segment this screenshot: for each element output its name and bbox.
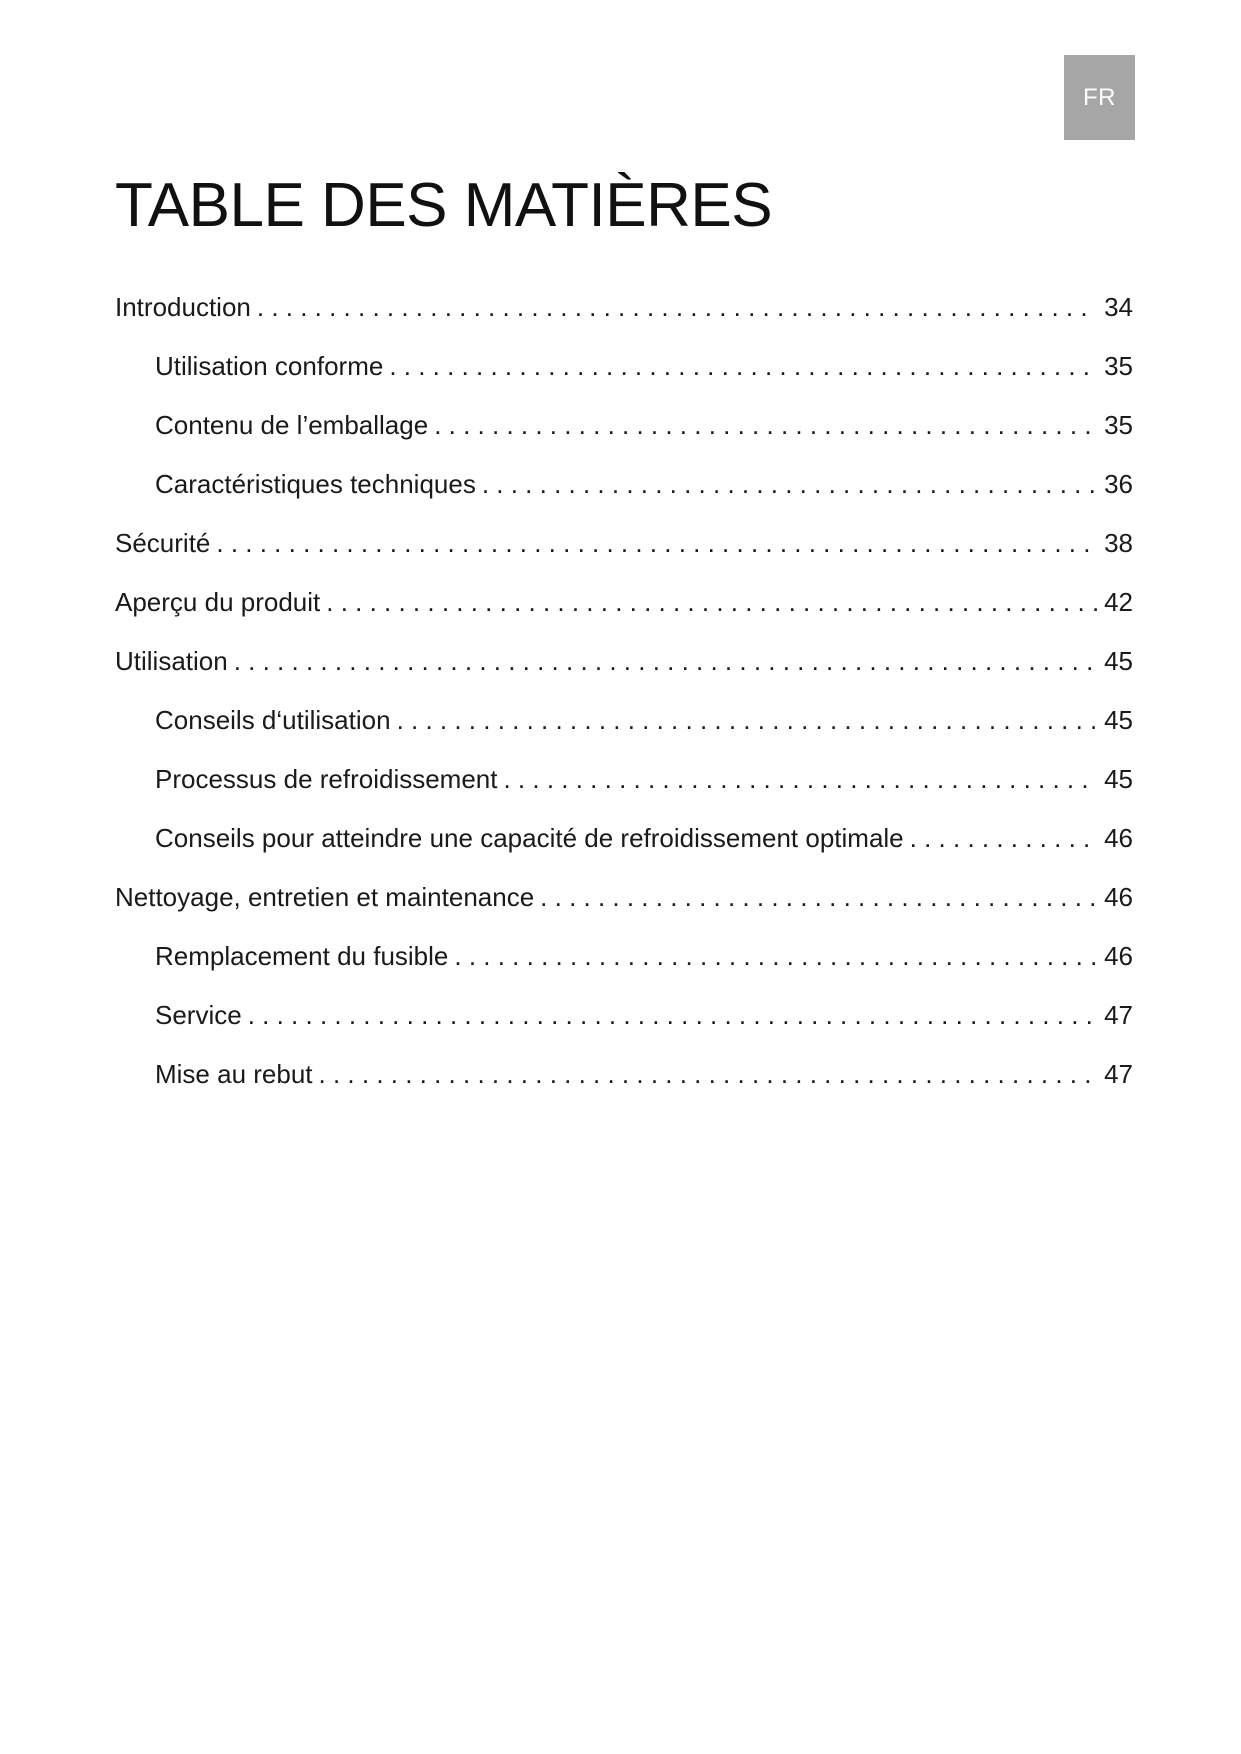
toc-entry-page: 42 (1104, 587, 1133, 617)
toc-entry-label: Conseils pour atteindre une capacité de refroidissement optimale (155, 823, 904, 853)
dot-leader (503, 764, 1097, 795)
toc-entry-label: Contenu de l’emballage (155, 410, 429, 440)
table-of-contents (115, 292, 1133, 1118)
dot-leader (326, 587, 1097, 618)
toc-entry-label: Conseils d‘utilisation (155, 705, 391, 735)
toc-entry-nettoyage-entretien[interactable] (115, 882, 1133, 941)
toc-entry-utilisation[interactable] (115, 646, 1133, 705)
toc-entry-conseils-utilisation[interactable] (115, 705, 1133, 764)
toc-entry-page: 34 (1104, 292, 1133, 322)
toc-entry-page: 35 (1104, 351, 1133, 381)
dot-leader (910, 823, 1097, 854)
toc-entry-service[interactable] (115, 1000, 1133, 1059)
toc-entry-processus-refroidissement[interactable] (115, 764, 1133, 823)
dot-leader (257, 292, 1097, 323)
toc-entry-page: 46 (1104, 882, 1133, 912)
dot-leader (234, 646, 1097, 677)
dot-leader (216, 528, 1097, 559)
toc-entry-label: Aperçu du produit (115, 587, 321, 617)
toc-entry-contenu-emballage[interactable] (115, 410, 1133, 469)
toc-entry-introduction[interactable] (115, 292, 1133, 351)
toc-entry-mise-au-rebut[interactable] (115, 1059, 1133, 1118)
toc-entry-page: 47 (1104, 1000, 1133, 1030)
dot-leader (434, 410, 1097, 441)
dot-leader (540, 882, 1097, 913)
toc-entry-page: 36 (1104, 469, 1133, 499)
toc-entry-page: 46 (1104, 941, 1133, 971)
toc-entry-label: Caractéristiques techniques (155, 469, 476, 499)
dot-leader (454, 941, 1097, 972)
toc-entry-label: Sécurité (115, 528, 211, 558)
toc-entry-page: 45 (1104, 646, 1133, 676)
toc-entry-label: Processus de refroidissement (155, 764, 498, 794)
language-tab (1064, 55, 1135, 140)
language-tab-label: FR (1083, 83, 1116, 111)
dot-leader (389, 351, 1097, 382)
toc-entry-label: Nettoyage, entretien et maintenance (115, 882, 535, 912)
toc-entry-label: Introduction (115, 292, 251, 322)
dot-leader (319, 1059, 1097, 1090)
toc-entry-page: 38 (1104, 528, 1133, 558)
toc-entry-apercu-produit[interactable] (115, 587, 1133, 646)
dot-leader (482, 469, 1097, 500)
toc-entry-page: 45 (1104, 764, 1133, 794)
toc-entry-remplacement-fusible[interactable] (115, 941, 1133, 1000)
toc-entry-label: Utilisation conforme (155, 351, 384, 381)
toc-entry-utilisation-conforme[interactable] (115, 351, 1133, 410)
page-title: TABLE DES MATIÈRES (115, 171, 773, 240)
toc-entry-securite[interactable] (115, 528, 1133, 587)
toc-entry-label: Utilisation (115, 646, 228, 676)
toc-entry-label: Mise au rebut (155, 1059, 313, 1089)
toc-entry-conseils-capacite-optimale[interactable] (115, 823, 1133, 882)
dot-leader (248, 1000, 1097, 1031)
toc-entry-caracteristiques-techniques[interactable] (115, 469, 1133, 528)
dot-leader (397, 705, 1097, 736)
toc-entry-page: 45 (1104, 705, 1133, 735)
toc-entry-label: Service (155, 1000, 242, 1030)
toc-entry-page: 35 (1104, 410, 1133, 440)
toc-entry-page: 47 (1104, 1059, 1133, 1089)
toc-entry-page: 46 (1104, 823, 1133, 853)
toc-entry-label: Remplacement du fusible (155, 941, 449, 971)
